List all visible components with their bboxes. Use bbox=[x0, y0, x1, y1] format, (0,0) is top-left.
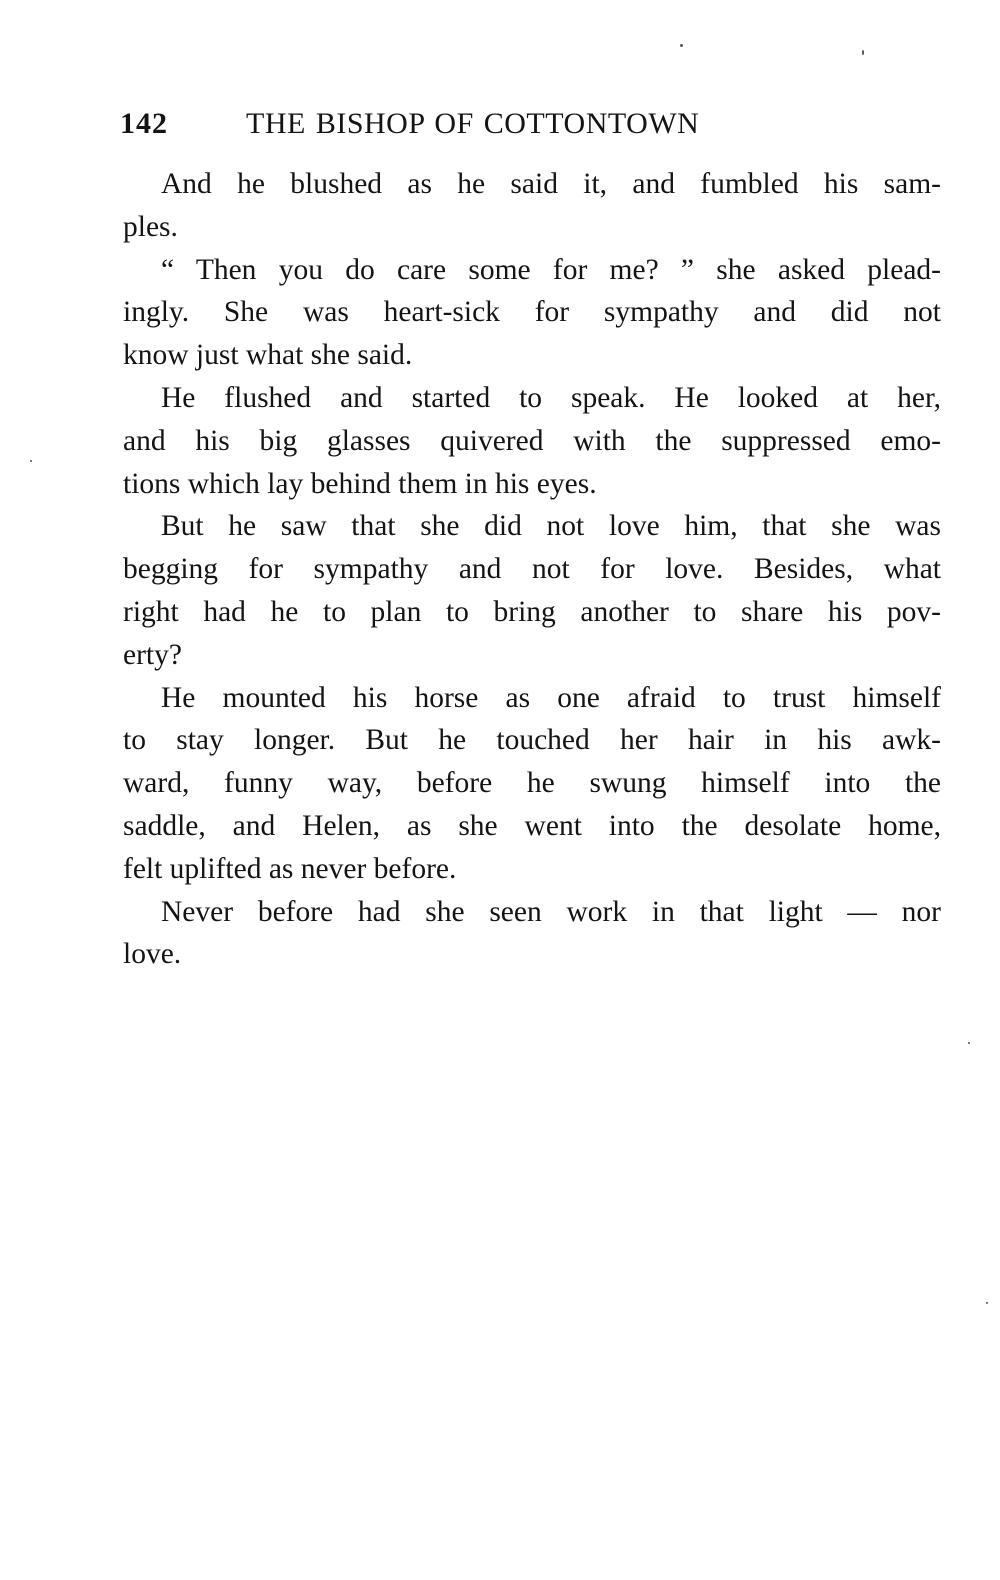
text-line: felt uplifted as never before. bbox=[123, 852, 457, 885]
text-line: tions which lay behind them in his eyes. bbox=[123, 467, 597, 500]
text-line: He mounted his horse as one afraid to trust himself bbox=[161, 681, 941, 714]
running-title: THE BISHOP OF COTTONTOWN bbox=[246, 107, 700, 140]
text-line: erty? bbox=[123, 638, 182, 671]
text-line: Never before had she seen work in that light — nor bbox=[161, 895, 941, 928]
text-line: And he blushed as he said it, and fumbled his sam- bbox=[161, 168, 941, 200]
text-line: love. bbox=[123, 938, 182, 971]
scan-speck bbox=[680, 44, 683, 47]
text-line: know just what she said. bbox=[123, 339, 413, 372]
text-line: saddle, and Helen, as she went into the desolate home, bbox=[123, 809, 941, 842]
running-header bbox=[120, 102, 950, 146]
text-line: ward, funny way, before he swung himself into the bbox=[123, 767, 941, 800]
text-line: He flushed and started to speak. He looked at her, bbox=[161, 381, 941, 414]
text-line: ples. bbox=[123, 210, 178, 243]
scan-speck bbox=[968, 1042, 970, 1044]
text-line: to stay longer. But he touched her hair in his awk- bbox=[123, 724, 941, 757]
text-line: “ Then you do care some for me? ” she asked plead- bbox=[161, 253, 941, 286]
text-line: begging for sympathy and not for love. Besides, what bbox=[123, 553, 941, 586]
body-text bbox=[123, 163, 941, 976]
text-line: ingly. She was heart-sick for sympathy and did not bbox=[123, 296, 941, 329]
text-line: But he saw that she did not love him, that she was bbox=[161, 510, 941, 543]
scan-speck bbox=[862, 50, 864, 55]
text-line: and his big glasses quivered with the suppressed emo- bbox=[123, 424, 941, 457]
scan-speck bbox=[30, 460, 32, 462]
page-number: 142 bbox=[120, 107, 168, 140]
text-line: right had he to plan to bring another to share his pov- bbox=[123, 595, 941, 628]
scan-speck bbox=[986, 1302, 988, 1304]
